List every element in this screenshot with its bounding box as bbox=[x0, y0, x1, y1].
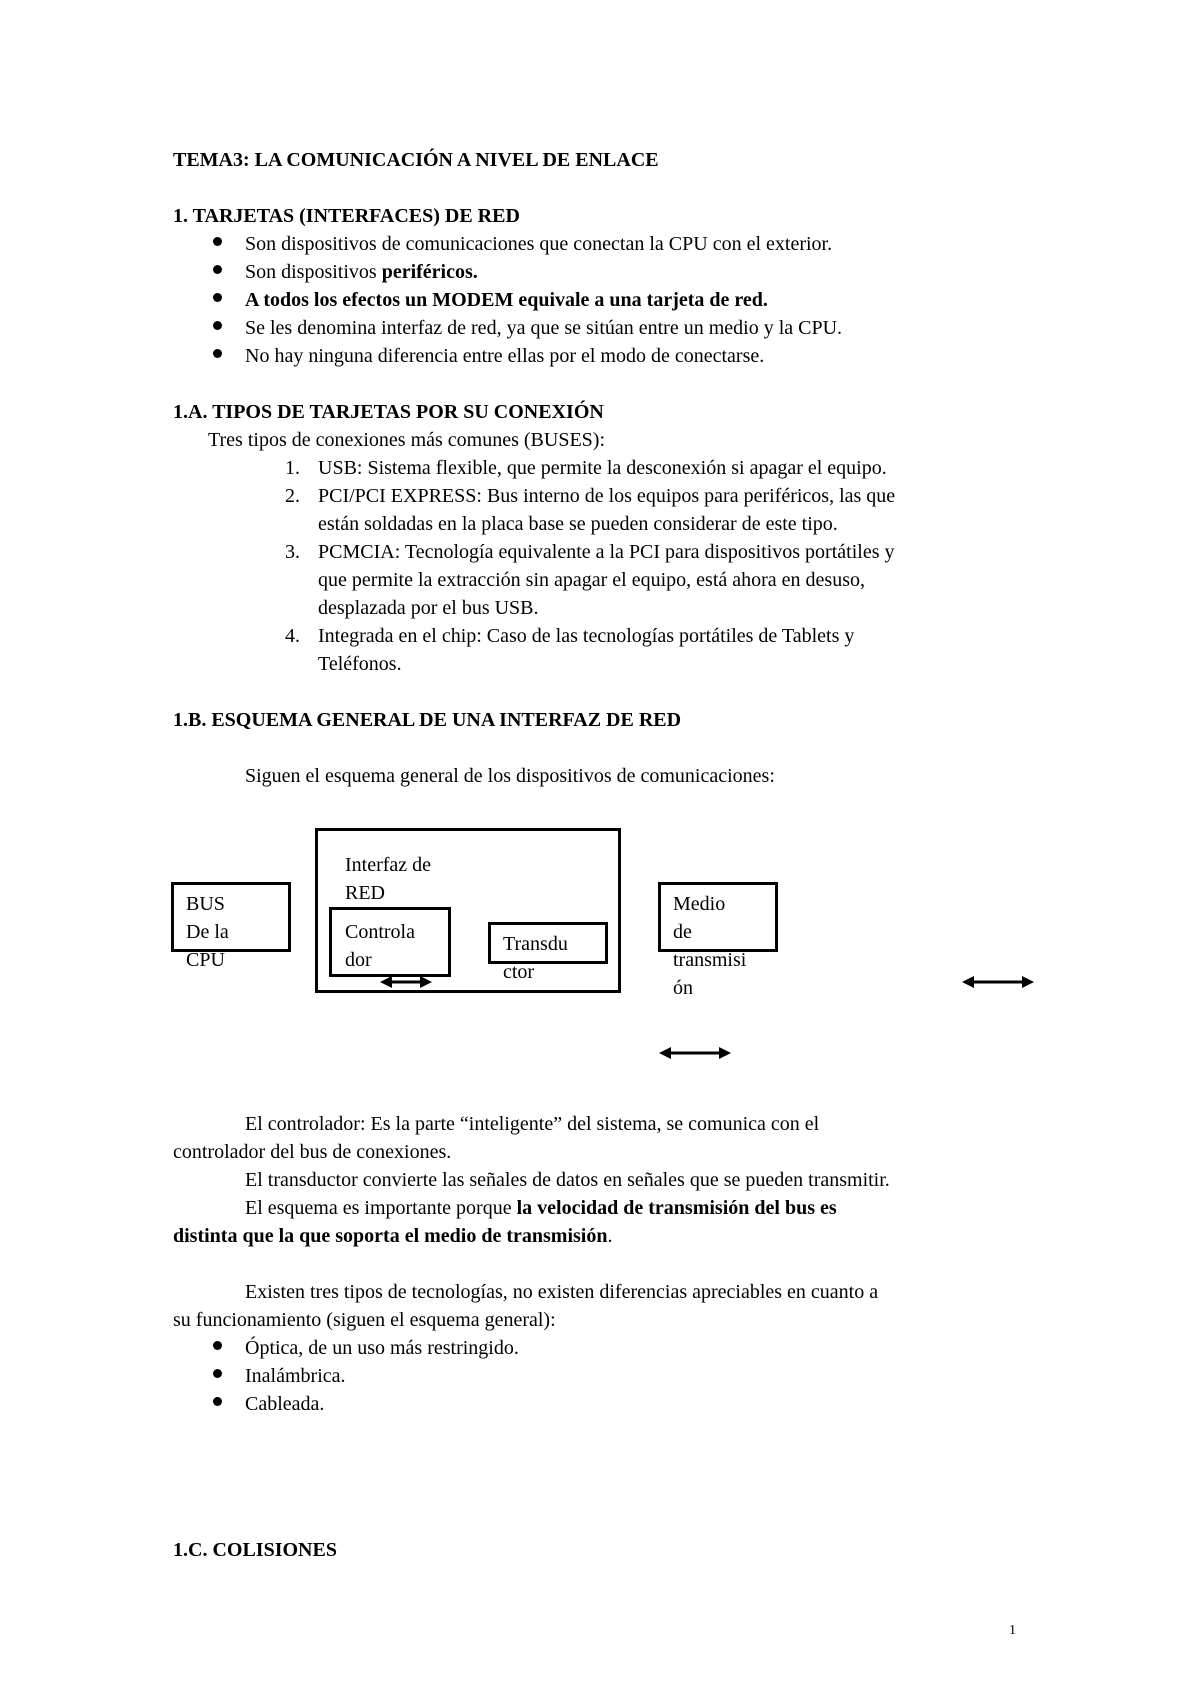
paragraph: El controlador: Es la parte “inteligente” del sistema, se comunica con el bbox=[245, 1113, 820, 1135]
list-item: Óptica, de un uso más restringido. bbox=[245, 1337, 519, 1359]
section-1-heading: 1. TARJETAS (INTERFACES) DE RED bbox=[173, 205, 520, 227]
section-1c-heading: 1.C. COLISIONES bbox=[173, 1539, 337, 1561]
bus-label-line: De la bbox=[186, 921, 229, 943]
transducer-label-line: ctor bbox=[503, 961, 535, 983]
paragraph: Existen tres tipos de tecnologías, no existen diferencias apreciables en cuanto a bbox=[245, 1281, 879, 1303]
list-item-continuation: Teléfonos. bbox=[318, 653, 402, 675]
interface-label-line: Interfaz de bbox=[345, 854, 432, 876]
bullet-dot bbox=[213, 1369, 222, 1378]
double-arrow-icon bbox=[659, 1047, 731, 1059]
paragraph: El esquema es importante porque la velocidad de transmisión del bus es bbox=[245, 1197, 837, 1219]
section-1b-intro: Siguen el esquema general de los dispositivos de comunicaciones: bbox=[245, 765, 775, 787]
list-item-continuation: desplazada por el bus USB. bbox=[318, 597, 539, 619]
list-item: PCMCIA: Tecnología equivalente a la PCI para dispositivos portátiles y bbox=[318, 541, 895, 563]
list-item: USB: Sistema flexible, que permite la desconexión si apagar el equipo. bbox=[318, 457, 887, 479]
paragraph: distinta que la que soporta el medio de transmisión. bbox=[173, 1225, 613, 1247]
section-1b-heading: 1.B. ESQUEMA GENERAL DE UNA INTERFAZ DE RED bbox=[173, 709, 682, 731]
list-number: 2. bbox=[285, 485, 300, 507]
section-1a-intro: Tres tipos de conexiones más comunes (BUSES): bbox=[208, 429, 606, 451]
list-item: Inalámbrica. bbox=[245, 1365, 346, 1387]
transducer-label-line: Transdu bbox=[503, 933, 568, 955]
list-number: 1. bbox=[285, 457, 300, 479]
controller-label-line: dor bbox=[345, 949, 372, 971]
list-number: 4. bbox=[285, 625, 300, 647]
list-item: No hay ninguna diferencia entre ellas por el modo de conectarse. bbox=[245, 345, 765, 367]
medium-label-line: de bbox=[673, 921, 692, 943]
paragraph: su funcionamiento (siguen el esquema general): bbox=[173, 1309, 556, 1331]
controller-label-line: Controla bbox=[345, 921, 415, 943]
paragraph: El transductor convierte las señales de datos en señales que se pueden transmitir. bbox=[245, 1169, 890, 1191]
double-arrow-icon bbox=[380, 976, 432, 988]
list-item: Integrada en el chip: Caso de las tecnologías portátiles de Tablets y bbox=[318, 625, 855, 647]
list-number: 3. bbox=[285, 541, 300, 563]
medium-label-line: transmisi bbox=[673, 949, 747, 971]
section-1a-heading: 1.A. TIPOS DE TARJETAS POR SU CONEXIÓN bbox=[173, 401, 604, 423]
document-title: TEMA3: LA COMUNICACIÓN A NIVEL DE ENLACE bbox=[173, 149, 659, 171]
page-number: 1 bbox=[1009, 1623, 1016, 1638]
bullet-dot bbox=[213, 1397, 222, 1406]
list-item: Son dispositivos periféricos. bbox=[245, 261, 478, 283]
list-item-continuation: están soldadas en la placa base se pueden considerar de este tipo. bbox=[318, 513, 838, 535]
bus-label-line: CPU bbox=[186, 949, 225, 971]
list-item: Cableada. bbox=[245, 1393, 325, 1415]
interface-label-line: RED bbox=[345, 882, 385, 904]
medium-label-line: Medio bbox=[673, 893, 726, 915]
medium-label-line: ón bbox=[673, 977, 693, 999]
list-item: PCI/PCI EXPRESS: Bus interno de los equipos para periféricos, las que bbox=[318, 485, 896, 507]
list-item: A todos los efectos un MODEM equivale a una tarjeta de red. bbox=[245, 289, 768, 311]
list-item-continuation: que permite la extracción sin apagar el equipo, está ahora en desuso, bbox=[318, 569, 866, 591]
bus-label-line: BUS bbox=[186, 893, 225, 915]
list-item: Son dispositivos de comunicaciones que conectan la CPU con el exterior. bbox=[245, 233, 833, 255]
bullet-dot bbox=[213, 1341, 222, 1350]
paragraph: controlador del bus de conexiones. bbox=[173, 1141, 452, 1163]
double-arrow-icon bbox=[962, 976, 1034, 988]
list-item: Se les denomina interfaz de red, ya que se sitúan entre un medio y la CPU. bbox=[245, 317, 843, 339]
